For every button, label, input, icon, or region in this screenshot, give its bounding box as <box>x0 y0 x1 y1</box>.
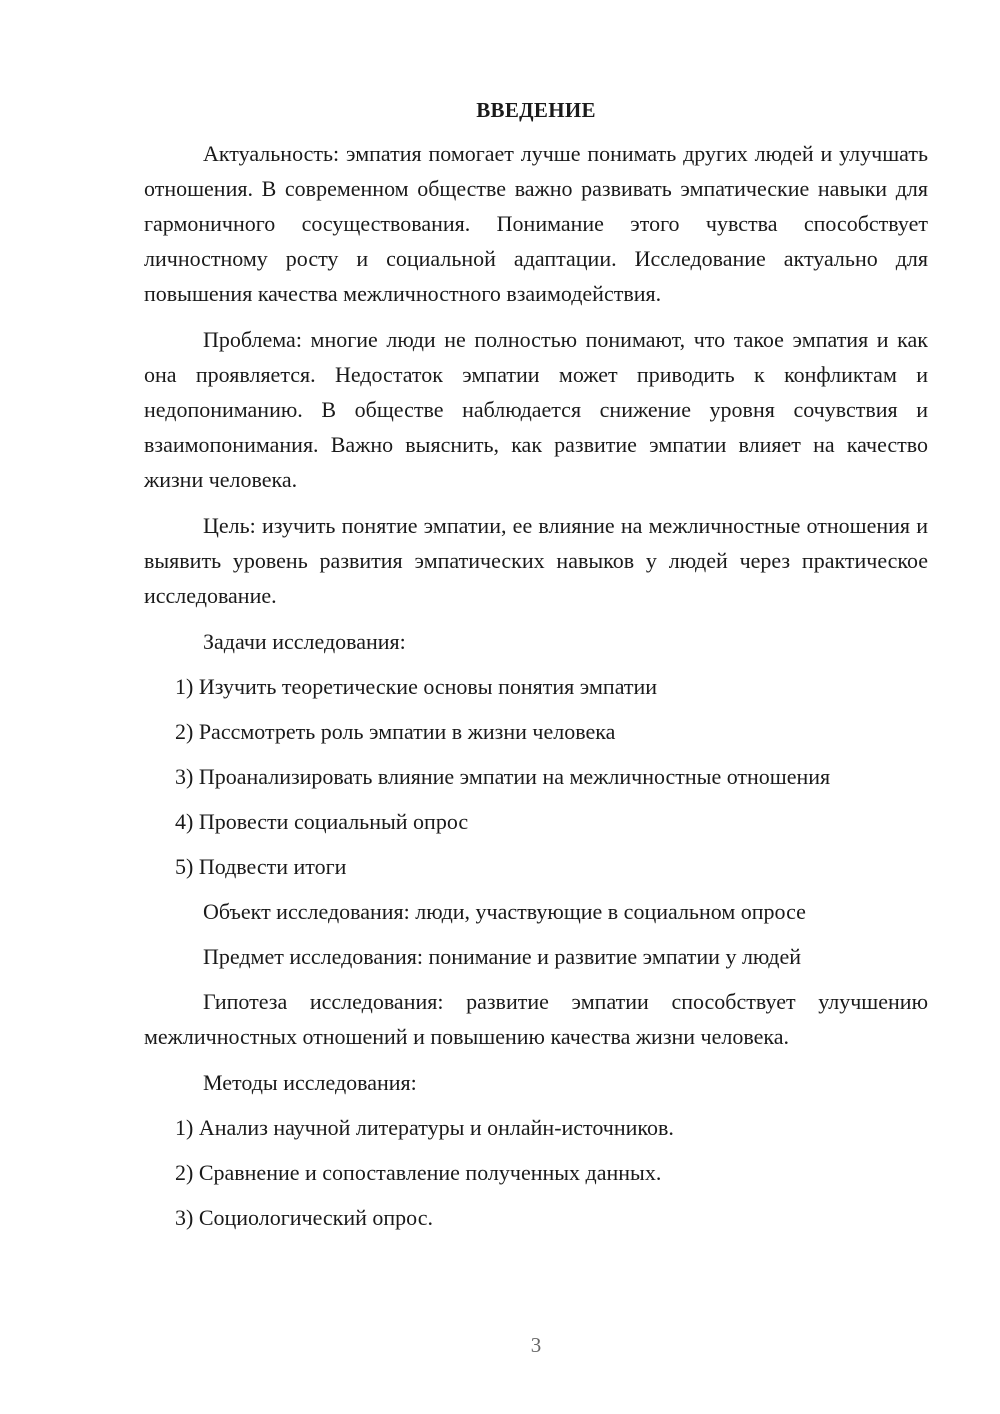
list-item: 2) Сравнение и сопоставление полученных данных. <box>175 1160 662 1185</box>
tasks-list <box>144 669 928 884</box>
research-subject: Предмет исследования: понимание и развитие эмпатии у людей <box>203 944 801 969</box>
tasks-heading: Задачи исследования: <box>203 629 406 654</box>
page-number: 3 <box>530 1333 542 1357</box>
goal-paragraph: Цель: изучить понятие эмпатии, ее влияние на межличностные отношения и выявить уровень развития эмпатических навыков у людей через практическое исследование. <box>144 513 928 608</box>
list-item: 3) Социологический опрос. <box>175 1205 433 1230</box>
page-title: ВВЕДЕНИЕ <box>476 98 596 122</box>
relevance-paragraph: Актуальность: эмпатия помогает лучше понимать других людей и улучшать отношения. В современном обществе важно развивать эмпатические навыки для гармоничного сосуществования. Понимание этого чувства способствует личностному росту и социальной адаптации. Исследование актуально для повышения качества межличностного взаимодействия. <box>144 141 928 306</box>
methods-list <box>144 1110 928 1235</box>
list-item: 1) Изучить теоретические основы понятия эмпатии <box>175 674 658 699</box>
list-item: 2) Рассмотреть роль эмпатии в жизни человека <box>175 719 616 744</box>
hypothesis-paragraph: Гипотеза исследования: развитие эмпатии способствует улучшению межличностных отношений и повышению качества жизни человека. <box>144 989 928 1049</box>
list-item: 1) Анализ научной литературы и онлайн-источников. <box>175 1115 674 1140</box>
research-object: Объект исследования: люди, участвующие в социальном опросе <box>203 899 806 924</box>
problem-paragraph: Проблема: многие люди не полностью понимают, что такое эмпатия и как она проявляется. Недостаток эмпатии может приводить к конфликтам и недопониманию. В обществе наблюдается снижение уровня сочувствия и взаимопонимания. Важно выяснить, как развитие эмпатии влияет на качество жизни человека. <box>144 327 928 492</box>
list-item: 5) Подвести итоги <box>175 854 347 879</box>
methods-heading: Методы исследования: <box>203 1070 417 1095</box>
list-item: 4) Провести социальный опрос <box>175 809 469 834</box>
page-content <box>144 92 928 1245</box>
list-item: 3) Проанализировать влияние эмпатии на межличностные отношения <box>175 764 831 789</box>
